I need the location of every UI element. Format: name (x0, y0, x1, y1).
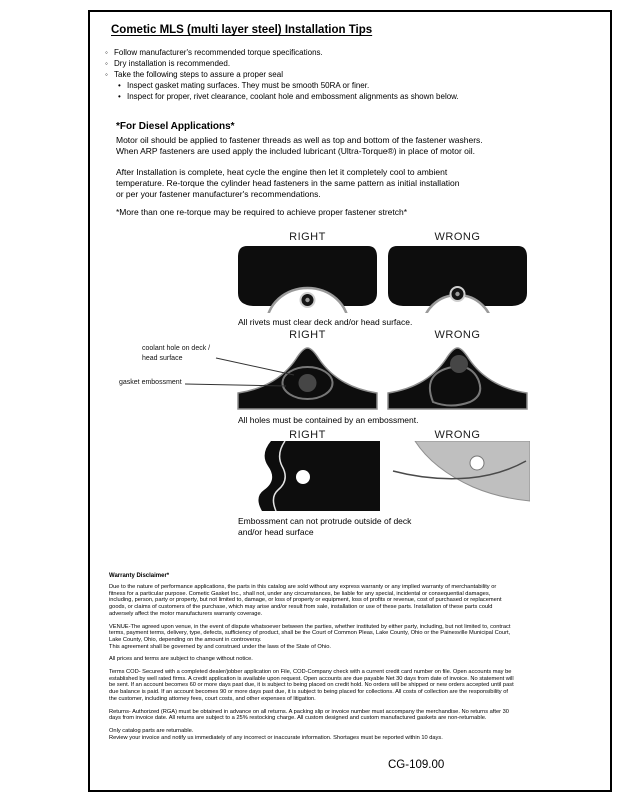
disclaimer-paragraph: Returns- Authorized (RGA) must be obtained in advance on all returns. A packing slip or invoice number must accompany the merchandise. No returns after 30 days from invoice date. All returns are subject to a 25% restocking charge. All custom designed and custom manufactured gaskets are non-returnable. (109, 708, 509, 722)
disclaimer-heading: Warranty Disclaimer* (109, 573, 170, 579)
tip-text: Dry installation is recommended. (114, 59, 231, 68)
figure-rivet-wrong-image (385, 243, 530, 313)
caption-protrusion: Embossment can not protrude outside of deck and/or head surface (238, 516, 412, 537)
bullet-icon: • (118, 81, 121, 90)
disclaimer-paragraph: Review your invoice and notify us immediately of any incorrect or inaccurate information. Shortages must be reported within 10 days. (109, 734, 443, 741)
callout-pointer-lines (180, 342, 300, 402)
callout-gasket-embossment: gasket embossment (119, 379, 182, 386)
tip-text: Follow manufacturer's recommended torque specifications. (114, 48, 323, 57)
paragraph-line: After Installation is complete, heat cycle the engine then let it completely cool to ambient (116, 167, 448, 177)
tip-item (105, 69, 459, 80)
callout-coolant-hole: coolant hole on deck / head surface (142, 345, 211, 362)
document-number: CG-109.00 (388, 759, 445, 771)
figure-embossment-wrong-image (385, 341, 530, 411)
diesel-applications-heading: *For Diesel Applications* (116, 121, 235, 132)
open-bullet-icon: ◦ (105, 48, 108, 57)
tip-text: Inspect gasket mating surfaces. They must be smooth 50RA or finer. (127, 81, 370, 90)
right-label-row1: RIGHT (289, 231, 326, 243)
paragraph-line: or per your fastener manufacturer's recommendations. (116, 188, 321, 199)
bullet-icon: • (118, 92, 121, 101)
paragraph-line: When ARP fasteners are used apply the included lubricant (Ultra-Torque®) in place of motor oil. (116, 145, 476, 156)
tip-item (105, 58, 459, 69)
tip-sub-item (118, 91, 459, 102)
wrong-label-row1: WRONG (434, 231, 481, 243)
figure-rivet-right-image (235, 243, 380, 313)
tip-text: Take the following steps to assure a proper seal (114, 70, 283, 79)
paragraph-line: Motor oil should be applied to fastener threads as well as top and bottom of the fastener washers. (116, 135, 483, 145)
tip-item (105, 47, 459, 58)
caption-holes: All holes must be contained by an embossment. (238, 415, 419, 425)
tip-sub-item (118, 80, 459, 91)
disclaimer-paragraph: Only catalog parts are returnable. (109, 727, 194, 734)
diesel-paragraph-1 (116, 135, 483, 157)
disclaimer-paragraph: Due to the nature of performance applications, the parts in this catalog are sold without any express warranty or any implied warranty of merchantability or fitness for a particular purpose. Cometic Gasket Inc., shall not, under any circumstances, be liable for any special, incidental or consequential damages, including, person, party or property, but not limited to, damage, or loss of property or equipment, loss of profits or revenue, cost of purchased or replacement goods, or claims of customers of the purchase, which may arise and/or result from sale, installation or use of these parts. Installation of these parts could adversely affect the motor manufacturers warranty coverage. (109, 584, 502, 617)
paragraph-line: temperature. Re-torque the cylinder head fasteners in the same pattern as initial installation (116, 177, 460, 188)
right-label-row2: RIGHT (289, 329, 326, 341)
wrong-label-row3: WRONG (434, 429, 481, 441)
wrong-label-row2: WRONG (434, 329, 481, 341)
open-bullet-icon: ◦ (105, 70, 108, 79)
disclaimer-paragraph: VENUE-The agreed upon venue, in the event of dispute whatsoever between the parties, whether instituted by either party, including, but not limited to, contract terms, payment terms, delivery, type, defects, sufficiency of product, shall be the Court of Common Pleas, Lake County, Ohio or the Painesville Municipal Court, Lake County, Ohio, depending on the amount in controversy. (109, 623, 511, 643)
right-label-row3: RIGHT (289, 429, 326, 441)
disclaimer-paragraph: All prices and terms are subject to change without notice. (109, 656, 253, 663)
installation-tips-list (105, 47, 459, 102)
open-bullet-icon: ◦ (105, 59, 108, 68)
figure-protrusion-right-image (235, 441, 380, 511)
warranty-disclaimer (109, 573, 514, 747)
retorque-note: *More than one re-torque may be required to achieve proper fastener stretch* (116, 207, 408, 217)
page-title: Cometic MLS (multi layer steel) Installation Tips (111, 24, 373, 36)
diesel-paragraph-2 (116, 167, 460, 199)
document-frame (88, 10, 612, 792)
disclaimer-paragraph: Terms COD- Secured with a completed dealer/jobber application on File, COD-Company check with a current credit card number on file. Open accounts may be established by well rated firms. A credit application is available upon request. Open accounts are due payable Net 30 days from date of invoice. No statement will be sent. If an account becomes 60 or more days past due, it is subject to being placed on credit hold. No orders will be shipped or new orders accepted until past due balance is paid. If an account becomes 90 or more days past due, it is subject to being placed for collections. All costs of collection are the responsibility of the customer, including attorney fees, court costs, and other expenses of litigation. (109, 669, 514, 702)
caption-rivets: All rivets must clear deck and/or head surface. (238, 317, 413, 327)
figure-protrusion-wrong-image (385, 441, 530, 511)
disclaimer-paragraph: This agreement shall be governed by and construed under the laws of the State of Ohio. (109, 643, 331, 650)
tip-text: Inspect for proper, rivet clearance, coolant hole and embossment alignments as shown below. (127, 92, 459, 101)
